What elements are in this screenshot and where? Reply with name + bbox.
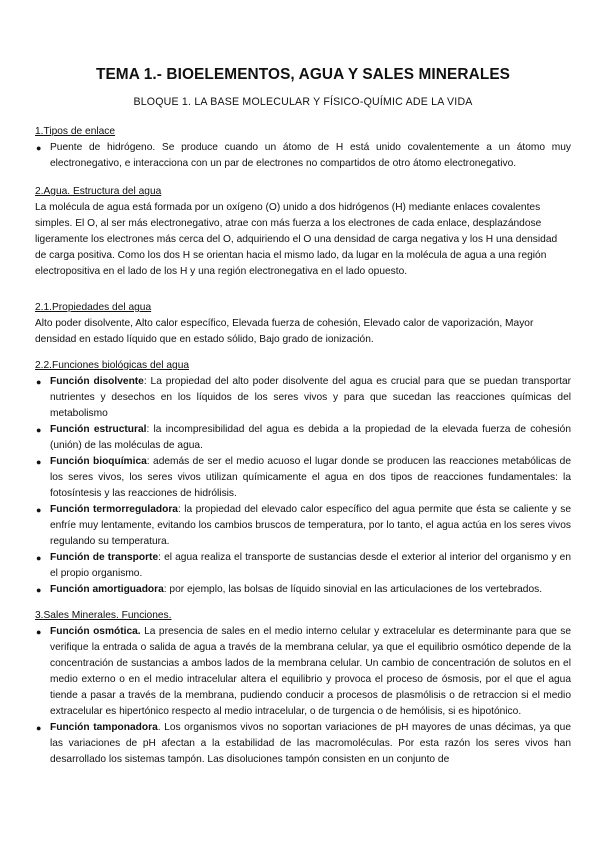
section-sales-minerales — [35, 608, 571, 768]
list-item: ● Función estructural: la incompresibilidad del agua es debida a la propiedad de la elevada fuerza de cohesión (unión) de las moléculas de agua. — [36, 424, 571, 451]
bullet-icon: ● — [36, 143, 42, 153]
bullet-icon: ● — [36, 425, 42, 435]
section-heading: 1.Tipos de enlace — [35, 126, 116, 137]
list-item: ● Función bioquímica: además de ser el medio acuoso el lugar donde se producen las reacciones metabólicas de los seres vivos, los seres vivos utilizan químicamente el agua en dos tipos de reacciones fundamentales: la fotosíntesis y las reacciones de hidrólisis. — [36, 456, 571, 499]
list-item: ● Función de transporte: el agua realiza el transporte de sustancias desde el exterior al interior del organismo y en el propio organismo. — [36, 552, 571, 579]
list-item: ● Función tamponadora. Los organismos vivos no soportan variaciones de pH mayores de unas décimas, ya que las variaciones de pH afectan a la estabilidad de las macromoléculas. Por esta razón los seres vivos han desarrollado los sistemas tampón. Las disoluciones tampón consisten en un conjunto de — [36, 722, 572, 765]
bullet-icon: ● — [36, 377, 42, 387]
section-agua-estructura — [35, 184, 571, 280]
list-item: ● Función osmótica. La presencia de sales en el medio interno celular y extracelular es determinante para que se verifique la entrada o salida de agua a través de la membrana celular, ya que el equilibrio osmótico depende de la concentración de sustancias a ambos lados de la membrana celular. Un cambio de concentración de solutos en el medio externo o en el medio intracelular altera el equilibrio y provoca el proceso de ósmosis, por el que el agua tiende a pasar a través de la membrana, pudiendo conducir a procesos de plasmólisis o de retraccion si el medio extracelular es hipertónico respecto al medio intracelular, o de turgencia o de hemólisis, si es hipotónico. — [36, 626, 571, 717]
bullet-icon: ● — [36, 457, 42, 467]
list-item: ● Función amortiguadora: por ejemplo, las bolsas de líquido sinovial en las articulaciones de los vertebrados. — [35, 582, 571, 598]
bullet-list — [35, 140, 571, 172]
list-item: ● Función disolvente: La propiedad del alto poder disolvente del agua es crucial para que se puedan transportar nutrientes y desechos en los líquidos de los seres vivos y para que sucedan las reacciones químicas del metabolismo — [36, 376, 571, 419]
section-heading: 2.2.Funciones biológicas del agua — [35, 360, 190, 371]
section-tipos-de-enlace — [35, 124, 571, 172]
section-funciones-biologicas — [35, 358, 571, 598]
section-heading: 2.1.Propiedades del agua — [35, 302, 152, 313]
list-item: ● Puente de hidrógeno. Se produce cuando un átomo de H está unido covalentemente a un átomo muy electronegativo, e interacciona con un par de electrones no compartidos de otro átomo electronegativo. — [36, 142, 571, 169]
paragraph: La molécula de agua está formada por un oxígeno (O) unido a dos hidrógenos (H) mediante enlaces covalentes simples. El O, al ser más electronegativo, atrae con más fuerza a los electrones de cada enlace, desplazándose ligeramente los electrones más cerca del O, adquiriendo el O una densidad de carga negativa y los H una densidad de carga positiva. Como los dos H se orientan hacia el mismo lado, da lugar en la molécula de agua a una región electropositiva en el lado de los H y una región electronegativa en el lado opuesto. — [35, 202, 558, 277]
paragraph: Alto poder disolvente, Alto calor específico, Elevada fuerza de cohesión, Elevado calor de vaporización, Mayor densidad en estado líquido que en estado sólido, Bajo grado de ionización. — [35, 318, 534, 345]
section-propiedades-agua — [35, 300, 571, 348]
bullet-icon: ● — [36, 553, 42, 563]
bullet-icon: ● — [36, 505, 42, 515]
bullet-list — [35, 374, 571, 598]
document-subtitle: BLOQUE 1. LA BASE MOLECULAR Y FÍSICO-QUÍMIC ADE LA VIDA — [133, 96, 473, 108]
document-title: TEMA 1.- BIOELEMENTOS, AGUA Y SALES MINERALES — [95, 66, 511, 83]
bullet-list — [35, 624, 571, 768]
section-heading: 2.Agua. Estructura del agua — [35, 186, 162, 197]
section-heading: 3.Sales Minerales. Funciones. — [35, 610, 172, 621]
bullet-icon: ● — [36, 585, 42, 595]
bullet-icon: ● — [36, 627, 42, 637]
bullet-icon: ● — [36, 723, 42, 733]
list-item: ● Función termorreguladora: la propiedad del elevado calor específico del agua permite que ésta se caliente y se enfríe muy lentamente, evitando los cambios bruscos de temperatura, por lo tanto, el agua actúa en los seres vivos regulando su temperatura. — [36, 504, 571, 547]
